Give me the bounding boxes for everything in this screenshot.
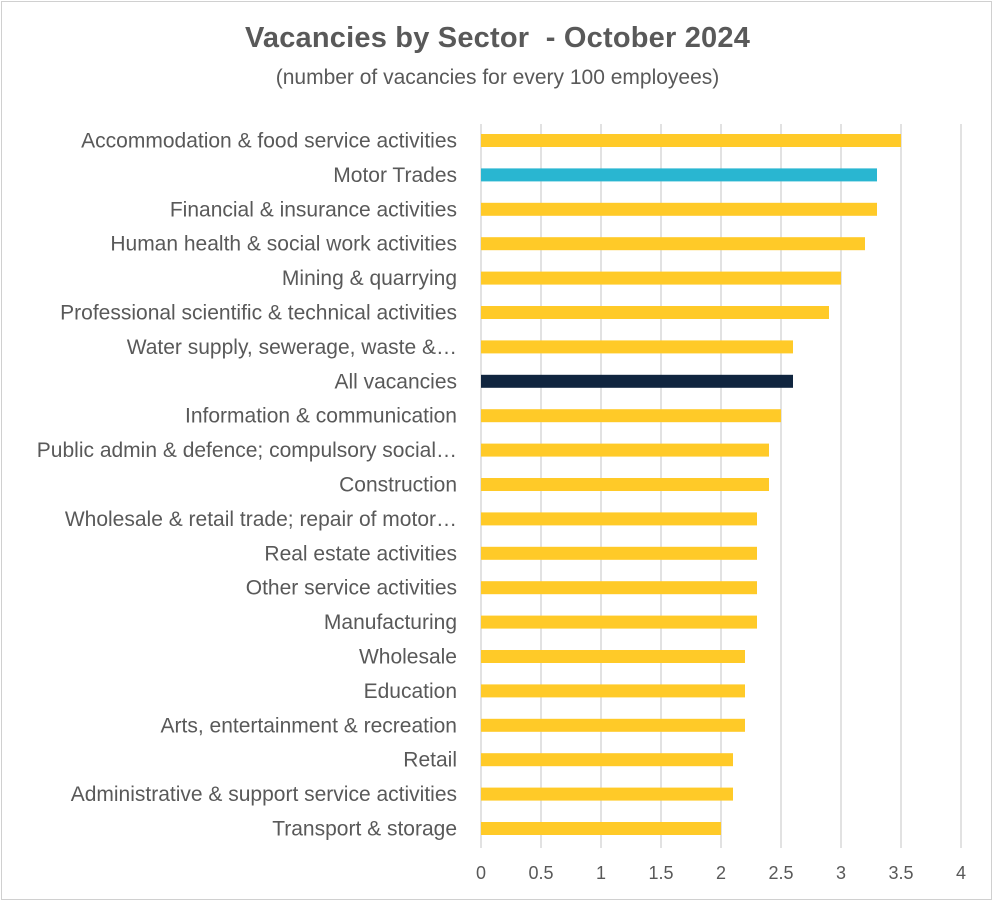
category-label: Construction: [339, 473, 457, 497]
category-label: Wholesale & retail trade; repair of motor…: [64, 507, 457, 531]
bar: [481, 375, 793, 388]
bar: [481, 684, 745, 697]
x-tick-label: 4: [955, 863, 967, 883]
category-label: Public admin & defence; compulsory social…: [36, 439, 457, 463]
category-label: Other service activities: [245, 576, 457, 600]
bar: [481, 753, 733, 766]
x-tick-label: 0: [475, 863, 487, 883]
x-tick-label: 0.5: [528, 863, 554, 883]
category-label: All vacancies: [334, 370, 457, 394]
category-label: Information & communication: [185, 404, 457, 428]
bar: [481, 340, 793, 353]
category-label: Human health & social work activities: [110, 232, 457, 256]
bar: [481, 478, 769, 491]
x-tick-label: 3.5: [888, 863, 914, 883]
x-tick-label: 1.5: [648, 863, 674, 883]
bar: [481, 581, 757, 594]
bar: [481, 272, 841, 285]
bar: [481, 444, 769, 457]
bar: [481, 616, 757, 629]
category-label: Manufacturing: [323, 611, 457, 635]
x-tick-label: 2.5: [768, 863, 794, 883]
bar: [481, 203, 877, 216]
bars: [481, 134, 901, 835]
category-label: Mining & quarrying: [281, 267, 457, 291]
bar: [481, 719, 745, 732]
category-label: Professional scientific & technical activities: [60, 301, 457, 325]
category-label: Financial & insurance activities: [169, 198, 457, 222]
x-axis-tick-labels: [476, 863, 966, 883]
bar: [481, 306, 829, 319]
bar: [481, 788, 733, 801]
bar: [481, 650, 745, 663]
category-label: Retail: [403, 748, 457, 772]
x-tick-label: 3: [835, 863, 847, 883]
category-labels: [37, 130, 457, 841]
category-label: Education: [363, 679, 457, 703]
category-label: Real estate activities: [264, 542, 457, 566]
category-label: Motor Trades: [333, 163, 457, 187]
bar: [481, 134, 901, 147]
x-tick-label: 1: [595, 863, 607, 883]
bar: [481, 168, 877, 181]
category-label: Transport & storage: [272, 817, 457, 841]
bar: [481, 822, 721, 835]
chart-subtitle: (number of vacancies for every 100 employees): [275, 66, 720, 89]
bar: [481, 512, 757, 525]
category-label: Accommodation & food service activities: [81, 129, 457, 153]
bar: [481, 547, 757, 560]
category-label: Administrative & support service activities: [70, 783, 457, 807]
chart-title: Vacancies by Sector - October 2024: [244, 22, 751, 54]
bar: [481, 237, 865, 250]
bar: [481, 409, 781, 422]
x-tick-label: 2: [715, 863, 727, 883]
category-label: Wholesale: [358, 645, 457, 669]
category-label: Arts, entertainment & recreation: [160, 714, 457, 738]
category-label: Water supply, sewerage, waste &…: [126, 335, 457, 359]
